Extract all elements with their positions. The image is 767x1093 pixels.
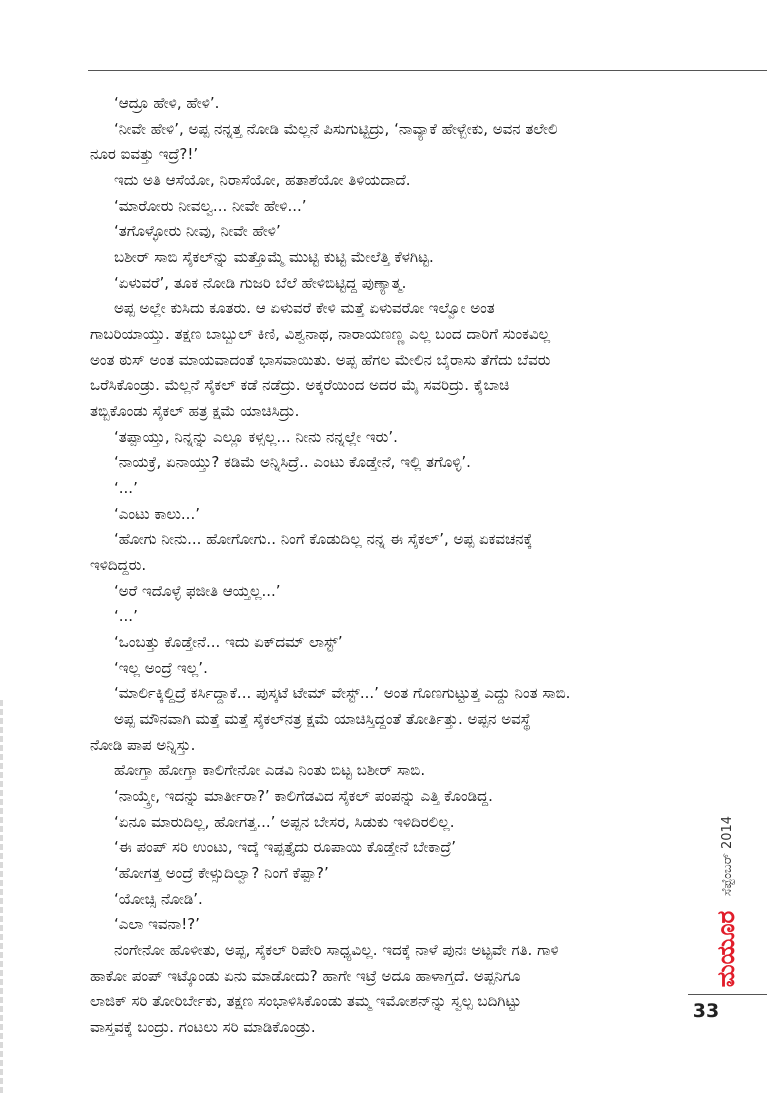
magazine-name: ಮಯೂರ <box>712 910 740 988</box>
text-line: ‘ಹೋಗತ್ತ ಅಂದ್ರೆ ಕೇಳ್ಸುದಿಲ್ವಾ? ನಿಂಗೆ ಕೆಪ್ಪಾ?’ <box>114 864 329 882</box>
text-line: ‘ಎಲಾ ಇವನಾ!?’ <box>114 915 200 933</box>
text-line: ‘ಯೋಚ್ಸಿ ನೋಡಿ’. <box>114 890 203 908</box>
text-line: ‘ಅರೆ ಇದೊಳ್ಳೆ ಫಜೀತಿ ಆಯ್ತಲ್ಲ...’ <box>114 582 281 600</box>
scan-edge-mark <box>0 700 3 1093</box>
text-line: ‘ಮಾರ್ಲಿಕ್ಕಿಲ್ದಿದ್ರೆ ಕರ್ಸಿದ್ದಾಕೆ... ಪುಸ್ಕಟೆ ಟೇಮ್ ವೇಸ್ಟ್...’ ಅಂತ ಗೊಣಗುಟ್ಟುತ್ತ ಎದ್ದು ನಿಂತ ಸಾಬಿ. <box>114 684 571 702</box>
text-line: ‘ತಪ್ಪಾಯ್ತು, ನಿನ್ನನ್ನು ಎಲ್ಲೂ ಕಳ್ಸಲ್ಲ... ನೀನು ನನ್ನಲ್ಲೇ ಇರು’. <box>114 428 398 446</box>
text-line: ಒರೆಸಿಕೊಂಡ್ರು. ಮೆಲ್ಲನೆ ಸೈಕಲ್ ಕಡೆ ನಡೆದ್ರು. ಅಕ್ಕರೆಯಿಂದ ಅದರ ಮೈ ಸವರಿದ್ರು. ಕೈಬಾಚಿ <box>90 376 510 394</box>
text-line: ‘ತಗೊಳ್ಳೋರು ನೀವು, ನೀವೇ ಹೇಳಿ’ <box>114 222 281 240</box>
text-line: ತಬ್ಬಿಕೊಂಡು ಸೈಕಲ್ ಹತ್ರ ಕ್ಷಮೆ ಯಾಚಿಸಿದ್ರು. <box>90 402 300 420</box>
page-number: 33 <box>692 1000 720 1022</box>
text-line: ಅಪ್ಪ ಅಲ್ಲೇ ಕುಸಿದು ಕೂತರು. ಆ ಏಳುವರೆ ಕೇಳಿ ಮತ್ತೆ ಏಳುವರೋ ಇಲ್ವೋ ಅಂತ <box>114 299 495 317</box>
text-line: ಲಾಜಿಕ್ ಸರಿ ತೋರಿರ್ಬೇಕು, ತಕ್ಷಣ ಸಂಭಾಳಿಸಿಕೊಂಡು ತಮ್ಮ ಇಮೋಶನ್‌ನ್ನು ಸ್ವಲ್ಪ ಬದಿಗಿಟ್ಟು <box>90 992 522 1010</box>
text-line: ನೋಡಿ ಪಾಪ ಅನ್ನಿಸ್ತು. <box>90 736 196 754</box>
issue-month-year: ಸೆಪ್ಟೆಂಬರ್ 2014 <box>720 815 735 897</box>
text-line: ‘ಮಾರೋರು ನೀವಲ್ವ... ನೀವೇ ಹೇಳಿ...’ <box>114 197 307 215</box>
text-line: ‘ಹೋಗು ನೀನು... ಹೋಗೋಗು.. ನಿಂಗೆ ಕೊಡುದಿಲ್ಲ ನನ್ನ ಈ ಸೈಕಲ್’, ಅಪ್ಪ ಏಕವಚನಕ್ಕೆ <box>114 530 533 548</box>
text-line: ಹಾಕೋ ಪಂಪ್ ಇಟ್ಕೊಂಡು ಏನು ಮಾಡೋದು? ಹಾಗೇ ಇಟ್ರೆ ಅದೂ ಹಾಳಾಗ್ತದೆ. ಅಪ್ಪನಿಗೂ <box>90 967 521 985</box>
text-line: ‘ಒಂಬತ್ತು ಕೊಡ್ತೇನೆ... ಇದು ಏಕ್‌ದಮ್ ಲಾಸ್ಟ್’ <box>114 633 343 651</box>
text-line: ಬಶೀರ್ ಸಾಬಿ ಸೈಕಲ್‌ನ್ನು ಮತ್ತೊಮ್ಮೆ ಮುಟ್ಟಿ ಕುಟ್ಟಿ ಮೇಲೆತ್ತಿ ಕೆಳಗಿಟ್ಟ. <box>114 248 434 266</box>
text-line: ಹೋಗ್ತಾ ಹೋಗ್ತಾ ಕಾಲಿಗೇನೋ ಎಡವಿ ನಿಂತು ಬಿಟ್ಟ ಬಶೀರ್ ಸಾಬಿ. <box>114 761 426 779</box>
text-line: ‘...’ <box>114 607 138 625</box>
text-line: ‘ಏನೂ ಮಾರುದಿಲ್ಲ, ಹೋಗತ್ತ...’ ಅಪ್ಪನ ಬೇಸರ, ಸಿಡುಕು ಇಳಿದಿರಲಿಲ್ಲ. <box>114 813 455 831</box>
text-line: ‘ಇಲ್ಲ ಅಂದ್ರೆ ಇಲ್ಲ’. <box>114 659 208 677</box>
text-line: ವಾಸ್ತವಕ್ಕೆ ಬಂದ್ರು. ಗಂಟಲು ಸರಿ ಮಾಡಿಕೊಂಡ್ರು. <box>90 1018 316 1036</box>
story-text <box>90 90 680 1036</box>
text-line: ‘...’ <box>114 479 138 497</box>
text-line: ‘ನಾಯ್ಕ್ರೇ, ಇದನ್ನು ಮಾರ್ತೀರಾ?’ ಕಾಲಿಗೆಡವಿದ ಸೈಕಲ್ ಪಂಪನ್ನು ಎತ್ತಿ ಕೊಂಡಿದ್ದ. <box>114 787 493 805</box>
text-line: ಇದು ಅತಿ ಆಸೆಯೋ, ನಿರಾಸೆಯೋ, ಹತಾಶೆಯೋ ತಿಳಿಯದಾದೆ. <box>114 171 411 189</box>
text-line: ‘ಆದ್ರೂ ಹೇಳಿ, ಹೇಳಿ’. <box>114 94 220 112</box>
text-line: ಅಂತ ಠುಸ್ ಅಂತ ಮಾಯವಾದಂತೆ ಭಾಸವಾಯಿತು. ಅಪ್ಪ ಹೆಗಲ ಮೇಲಿನ ಬೈರಾಸು ತೆಗೆದು ಬೆವರು <box>90 351 551 369</box>
text-line: ‘ಈ ಪಂಪ್ ಸರಿ ಉಂಟು, ಇದ್ಕೆ ಇಪ್ಪತ್ತೈದು ರೂಪಾಯಿ ಕೊಡ್ತೇನೆ ಬೇಕಾದ್ರೆ’ <box>114 838 457 856</box>
text-line: ‘ಎಂಟು ಕಾಲು...’ <box>114 505 200 523</box>
magazine-side-label <box>708 795 742 990</box>
text-line: ‘ನಾಯಕ್ರೆ, ಏನಾಯ್ತು? ಕಡಿಮೆ ಅನ್ನಿಸಿದ್ರೆ.. ಎಂಟು ಕೊಡ್ತೇನೆ, ಇಲ್ಲಿ ತಗೊಳ್ಳಿ’. <box>114 453 471 471</box>
text-line: ನೂರ ಐವತ್ತು ಇದ್ರೆ?!’ <box>90 145 199 163</box>
text-line: ಗಾಬರಿಯಾಯ್ತು. ತಕ್ಷಣ ಬಾಬ್ಬುಲ್ ಕಿಣಿ, ವಿಶ್ವನಾಥ, ನಾರಾಯಣಣ್ಣ ಎಲ್ಲ ಬಂದ ದಾರಿಗೆ ಸುಂಕವಿಲ್ಲ <box>90 325 551 343</box>
header-rule <box>88 70 767 71</box>
text-line: ‘ಏಳುವರೆ’, ತೂಕ ನೋಡಿ ಗುಜರಿ ಬೆಲೆ ಹೇಳಿಬಿಟ್ಟಿದ್ದ ಪುಣ್ಯಾತ್ಮ. <box>114 274 407 292</box>
text-line: ನಂಗೇನೋ ಹೊಳೀತು, ಅಪ್ಪ, ಸೈಕಲ್ ರಿಪೇರಿ ಸಾಧ್ಯವಿಲ್ಲ. ಇದಕ್ಕೆ ನಾಳೆ ಪುನಃ ಅಟ್ಟವೇ ಗತಿ. ಗಾಳಿ <box>114 941 559 959</box>
footer-rule <box>688 994 767 995</box>
text-line: ಇಳಿದಿದ್ದರು. <box>90 556 147 574</box>
text-line: ‘ನೀವೇ ಹೇಳಿ’, ಅಪ್ಪ ನನ್ನತ್ತ ನೋಡಿ ಮೆಲ್ಲನೆ ಪಿಸುಗುಟ್ಟಿದ್ರು, ‘ನಾವ್ಯಾಕೆ ಹೇಳ್ಬೇಕು, ಅವನ ತಲೇಲಿ <box>114 120 558 138</box>
text-line: ಅಪ್ಪ ಮೌನವಾಗಿ ಮತ್ತೆ ಮತ್ತೆ ಸೈಕಲ್‌ನತ್ರ ಕ್ಷಮೆ ಯಾಚಿಸ್ತಿದ್ದಂತೆ ತೋರ್ತಿತ್ತು. ಅಪ್ಪನ ಅವಸ್ಥೆ <box>114 710 531 728</box>
